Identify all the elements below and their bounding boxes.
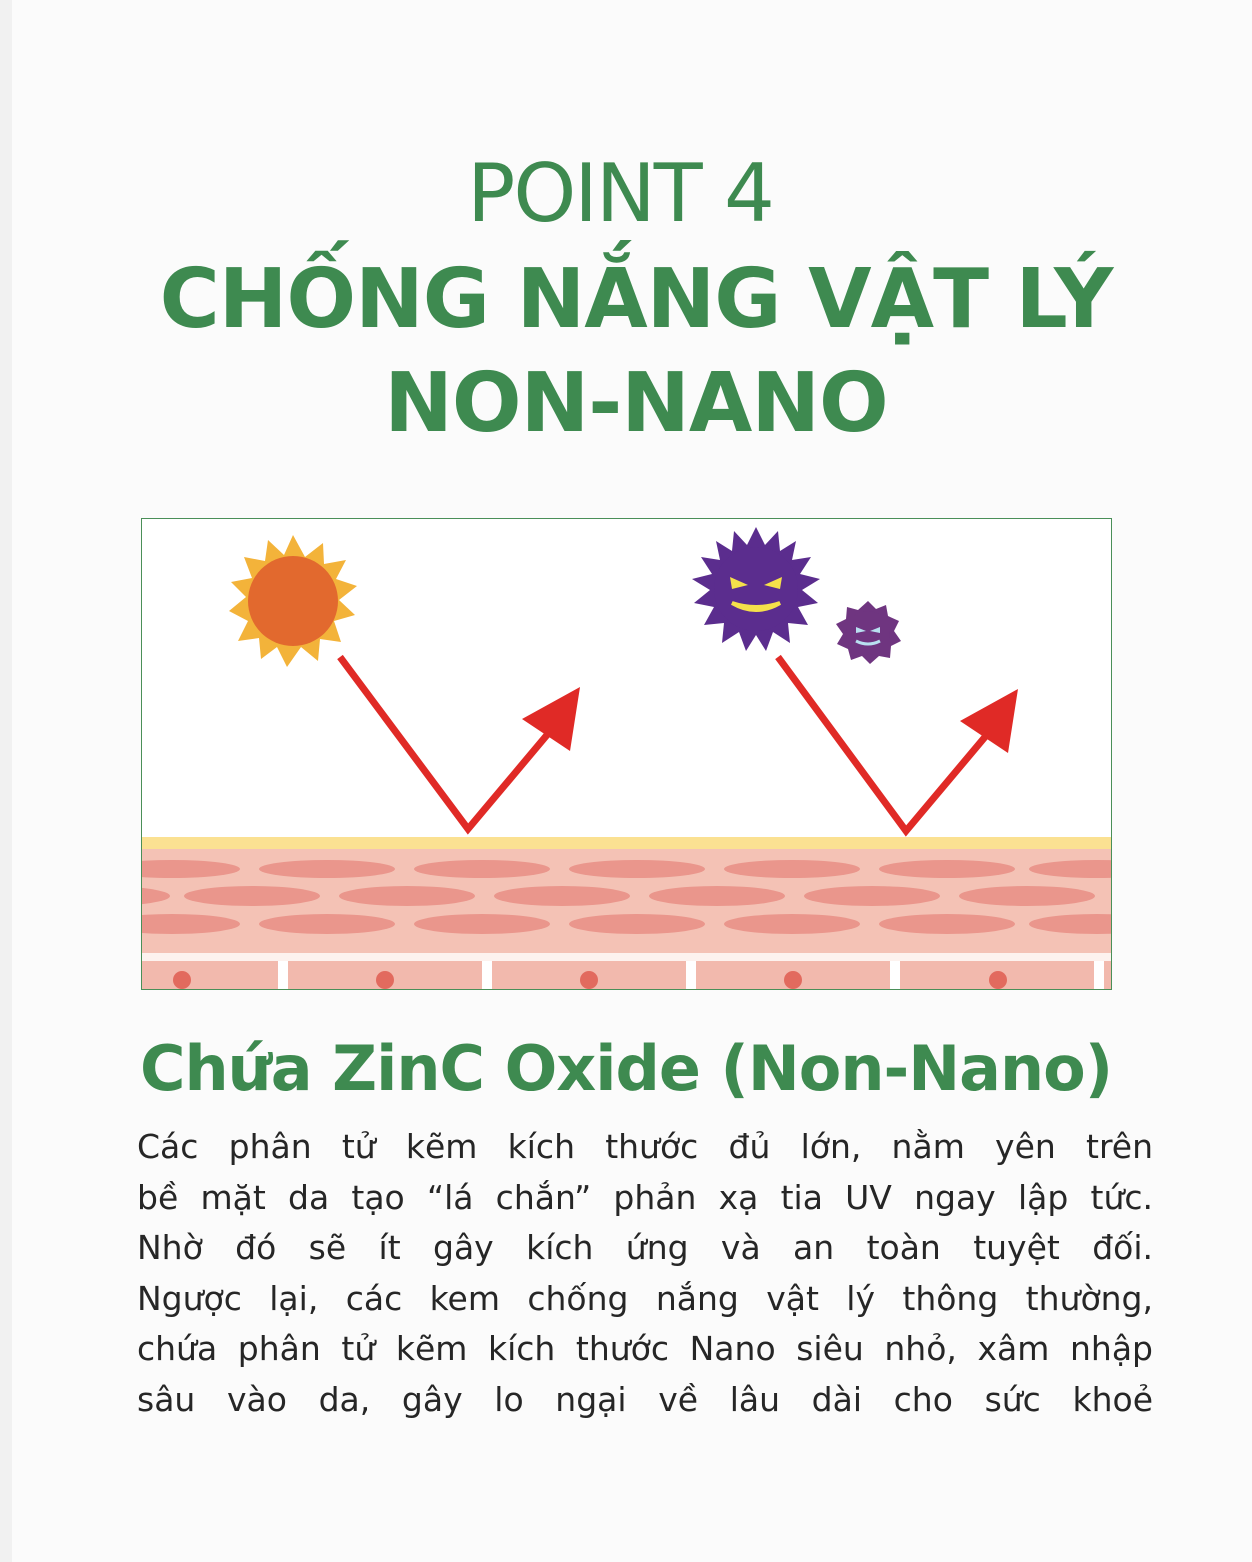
page-title-line-2: NON-NANO (384, 356, 888, 451)
page-title (0, 248, 1252, 456)
page-title-line-1: CHỐNG NẮNG VẬT LÝ (159, 252, 1113, 347)
section-subtitle: Chứa ZinC Oxide (Non-Nano) (139, 1032, 1113, 1105)
paragraph-line: Nhờ đó sẽ ít gây kích ứng và an toàn tuyệt đối. (137, 1228, 1153, 1267)
reflect-arrow-icon (340, 657, 580, 829)
reflect-arrow-icon (778, 657, 1018, 831)
point-label: POINT 4 (467, 147, 773, 240)
skin-layer (142, 837, 1111, 989)
sun-icon (229, 535, 357, 667)
small-germ-icon (836, 601, 901, 664)
paragraph-line: sâu vào da, gây lo ngại về lâu dài cho sức khoẻ (137, 1379, 1153, 1419)
description-paragraph (137, 1122, 1153, 1425)
paragraph-line: Ngược lại, các kem chống nắng vật lý thông thường, (137, 1278, 1153, 1318)
paragraph-line: bề mặt da tạo “lá chắn” phản xạ tia UV ngay lập tức. (137, 1177, 1153, 1217)
uv-reflection-illustration (141, 518, 1112, 990)
purple-germ-icon (692, 527, 820, 651)
paragraph-line: chứa phân tử kẽm kích thước Nano siêu nhỏ, xâm nhập (137, 1329, 1153, 1368)
paragraph-line: Các phân tử kẽm kích thước đủ lớn, nằm yên trên (137, 1127, 1153, 1166)
